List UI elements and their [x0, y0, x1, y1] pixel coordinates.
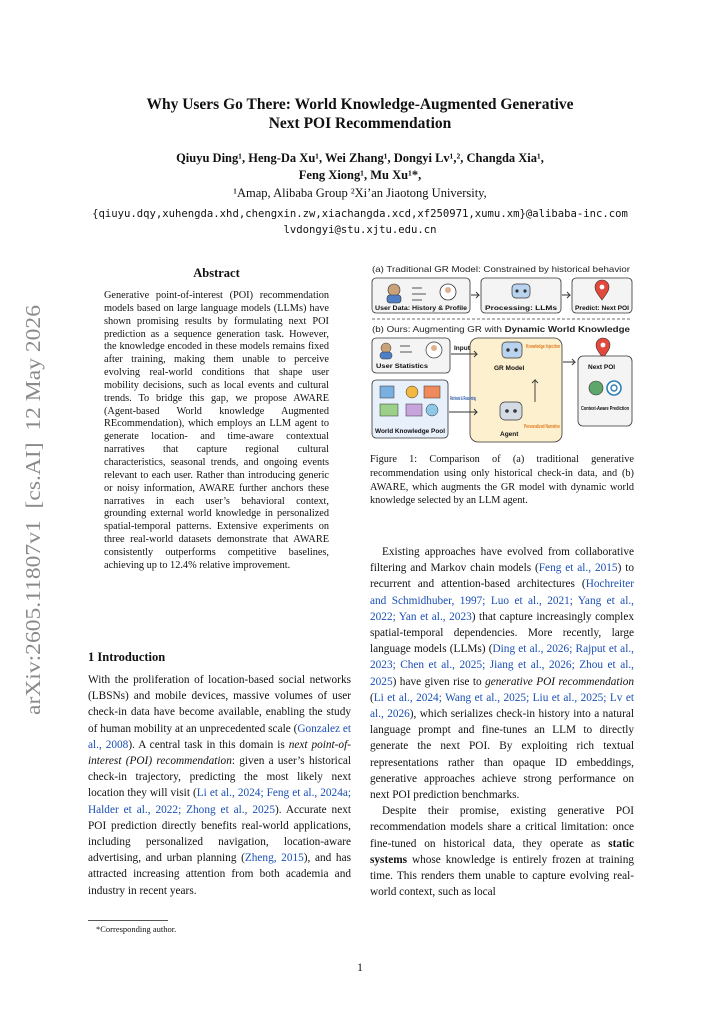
author-list [60, 150, 660, 184]
intro-emphasis: next point-of-interest (POI) recommendation [88, 738, 351, 768]
citation-link[interactable]: Feng et al., 2015 [538, 562, 618, 575]
abstract-body: Generative point-of-interest (POI) recommendation models based on large language models (LLMs) have shown promising results by formulating next POI prediction as a sequence generation task. However, the knowledge encoded in these models remains fixed after training, making them unable to perceive evolving real-world conditions that shape user mobility decisions, such as local events and cultural trends. To bridge this gap, we propose AWARE (Agent-based World knowledge Augmented REcommendation), which employs an LLM agent to generate location- and time-aware contextual narratives that capture regional cultural characteristics, seasonal trends, and ongoing events relevant to each user. Rather than introducing generic or noisy information, AWARE further anchors these narratives in each user’s behavioral context, grounding external world knowledge in personalized spatial-temporal patterns. Extensive experiments on three real-world datasets demonstrate that AWARE consistently outperforms competitive baselines, achieving up to 12.4% relative improvement. [104, 290, 329, 571]
introduction-paragraph [88, 672, 351, 899]
personalized-narrative-label: Personalized Narrative [524, 424, 560, 430]
gr-model-label: GR Model [494, 365, 525, 372]
agent-robot-icon [500, 402, 522, 420]
title-line-2: Next POI Recommendation [268, 115, 452, 132]
predict-label: Predict: Next POI [575, 305, 630, 312]
intro-text: ). Accurate next POI prediction directly benefits real-world applications, including personalized navigation, location-aware advertising, and urban planning ( [88, 803, 352, 865]
predict-box [572, 278, 632, 313]
citation-link[interactable]: Hochreiter and Schmidhuber, 1997; Luo et al., 2021; Yang et al., 2022; Yan et al., 2023 [370, 578, 634, 623]
right-column-text [370, 544, 634, 900]
right-paragraph-2 [370, 803, 634, 900]
emails-line-2: lvdongyi@stu.xjtu.edu.cn [283, 224, 437, 236]
globe-icon [589, 381, 603, 395]
world-knowledge-pool-label: World Knowledge Pool [375, 428, 446, 435]
arrow-icon [563, 359, 575, 365]
body-text: whose knowledge is entirely frozen at training time. This renders them unable to capture evolving real-world context, such as local [370, 853, 634, 899]
footnote-rule [88, 920, 168, 921]
body-text: ) that capture increasingly complex spatial-temporal dependencies. More recently, large language models (LLMs) ( [370, 610, 634, 656]
figure-1-caption: Figure 1: Comparison of (a) traditional generative recommendation using only historical check-in data, and (b) AWARE, which augments the GR model with dynamic world knowledge selected by an LLM agent. [370, 454, 634, 507]
section-heading-introduction: 1 Introduction [88, 650, 166, 664]
page-number: 1 [357, 962, 363, 974]
citation-link[interactable]: Li et al., 2024; Feng et al., 2024a; Halder et al., 2022; Zhong et al., 2025 [88, 787, 351, 816]
figure-panel-a-label: (a) Traditional GR Model: Constrained by historical behavior [372, 264, 631, 274]
body-text: Existing approaches have evolved from collaborative filtering and Markov chain models ( [370, 546, 634, 575]
processing-label: Processing: LLMs [485, 305, 558, 312]
authors-line-2: Feng Xiong¹, Mu Xu¹*, [298, 168, 422, 182]
intro-text: With the proliferation of location-based social networks (LBSNs) and mobile devices, massive volumes of user check-in data have become available, enabling the study of human mobility at an unprecedented scale ( [88, 674, 351, 735]
arxiv-stamp [6, 300, 56, 720]
body-emphasis: generative POI recommendation [485, 675, 634, 688]
citation-link[interactable]: Zheng, 2015 [244, 852, 304, 865]
arrow-icon [562, 292, 570, 298]
citation-link[interactable]: Ding et al., 2026; Rajput et al., 2023; Chen et al., 2025; Jiang et al., 2026; Zhou et al., 2025 [370, 643, 634, 688]
next-poi-box [578, 338, 632, 426]
knowledge-injection-label: Knowledge Injection [526, 344, 560, 350]
body-bold: static systems [370, 837, 634, 866]
body-text: ) have given rise to [392, 675, 486, 688]
user-statistics-box [372, 338, 450, 373]
figure-panel-b-label [372, 324, 630, 334]
robot-icon [512, 284, 530, 298]
body-text: Despite their promise, existing generative POI recommendation models share a critical limitation: once fine-tuned on historical data, they operate as [370, 805, 634, 850]
processing-box [481, 278, 561, 313]
authors-line-1: Qiuyu Ding¹, Heng-Da Xu¹, Wei Zhang¹, Dongyi Lv¹,², Changda Xia¹, [176, 151, 544, 165]
emails-line-1: {qiuyu.dqy,xuhengda.xhd,chengxin.zw,xiachangda.xcd,xf250971,xumu.xm}@alibaba-inc.com [92, 208, 628, 220]
author-emails [40, 206, 680, 238]
citation-link[interactable]: Li et al., 2024; Wang et al., 2025; Liu et al., 2025; Lv et al., 2026 [370, 691, 634, 721]
target-icon [607, 381, 621, 395]
user-statistics-label: User Statistics [376, 363, 429, 370]
paper-title [60, 95, 660, 133]
input-label: Input [454, 345, 470, 352]
agent-label: Agent [500, 431, 519, 438]
body-text: ), which serializes check-in history into a natural language prompt and fine-tunes an LLM to directly generate the next POI. By exploiting rich textual representations rather than opaque ID embeddings, generative approaches achieve strong performance on next POI prediction benchmarks. [370, 708, 634, 802]
context-aware-prediction-label: Context-Aware Prediction [581, 406, 629, 412]
user-data-label: User Data: History & Profile [375, 305, 468, 312]
title-line-1: Why Users Go There: World Knowledge-Augmented Generative [146, 96, 574, 113]
arxiv-stamp-text: arXiv:2605.11807v1 [cs.AI] 12 May 2026 [21, 349, 45, 715]
intro-text: : given a user’s historical check-in trajectory, predicting the most likely next location they will visit ( [88, 755, 351, 800]
footnote: *Corresponding author. [96, 924, 177, 934]
figure-1 [370, 262, 634, 446]
panel-b-label-plain: (b) Ours: Augmenting GR with [372, 324, 485, 334]
user-data-box [372, 278, 470, 313]
world-knowledge-pool [372, 380, 448, 438]
arrow-icon [471, 292, 479, 298]
panel-b-label-bold: Dynamic World Knowledge [504, 324, 612, 334]
next-poi-label: Next POI [588, 364, 616, 371]
retrieval-reasoning-label: Retrieval & Reasoning [450, 396, 476, 402]
body-text: ( [370, 691, 374, 704]
robot-icon [502, 342, 522, 358]
abstract-heading: Abstract [193, 266, 240, 280]
citation-link[interactable]: Gonzalez et al., 2008 [88, 722, 351, 751]
intro-text: ), and has attracted increasing attention from both academia and industry in recent years. [88, 852, 351, 897]
affiliations: ¹Amap, Alibaba Group ²Xi’an Jiaotong University, [233, 186, 487, 200]
map-pin-icon [596, 338, 610, 358]
right-paragraph-1 [370, 544, 634, 803]
intro-text: ). A central task in this domain is [128, 738, 289, 751]
body-text: ) to recurrent and attention-based architectures ( [370, 562, 634, 591]
